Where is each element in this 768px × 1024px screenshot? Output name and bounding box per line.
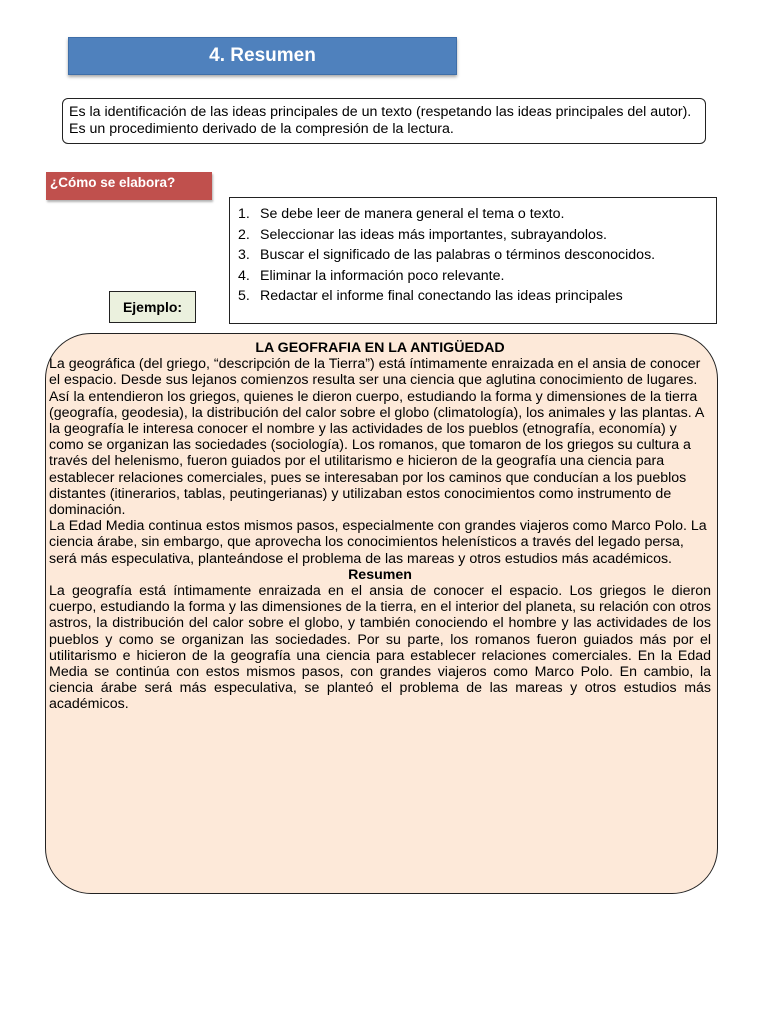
example-text-box	[45, 333, 718, 894]
example-heading: LA GEOFRAFIA EN LA ANTIGÜEDAD	[255, 340, 505, 356]
steps-box	[229, 197, 717, 324]
step-item: 3. Buscar el significado de las palabras o términos desconocidos.	[238, 247, 656, 263]
step-item: 5. Redactar el informe final conectando las ideas principales	[238, 288, 623, 304]
steps-list	[238, 204, 710, 307]
example-paragraph: La geográfica (del griego, “descripción de la Tierra”) está íntimamente enraizada en el ansia de conocer el espacio. Desde sus lejanos comienzos resulta ser una ciencia que aglutina conocimiento de lugares.	[49, 356, 701, 389]
summary-paragraph: La geografía está íntimamente enraizada en el ansia de conocer el espacio. Los griegos le dieron cuerpo, estudiando la forma y las dimensiones de la tierra, en el interior del planeta, su relación con otros astros, la distribución del calor sobre el globo, y también conociendo el hombre y las actividades de los pueblos y como se organizan las sociedades. Por su parte, los romanos fueron guiados más por el utilitarismo e hicieron de la geografía una ciencia para establecer relaciones comerciales. En la Edad Media se continúa con estos mismos pasos, con grandes viajeros como Marco Polo. En cambio, la ciencia árabe será más especulativa, se planteó el problema de las mareas y otros estudios más académicos.	[49, 583, 711, 713]
example-label: Ejemplo:	[109, 291, 196, 323]
step-item: 4. Eliminar la información poco relevante.	[238, 267, 505, 284]
how-label: ¿Cómo se elabora?	[46, 172, 212, 200]
definition-box: Es la identificación de las ideas principales de un texto (respetando las ideas principales del autor). Es un procedimiento derivado de la compresión de la lectura.	[62, 98, 706, 144]
example-paragraph: La Edad Media continua estos mismos pasos, especialmente con grandes viajeros como Marco Polo. La ciencia árabe, sin embargo, que aprovecha los conocimientos helenísticos a través del legado persa, será más especulativa, planteándose el problema de las mareas y otros estudios más académicos.	[49, 518, 707, 567]
summary-heading: Resumen	[348, 566, 412, 583]
step-item: 2. Seleccionar las ideas más importantes, subrayandolos.	[238, 226, 607, 243]
example-paragraph: Así la entendieron los griegos, quienes le dieron cuerpo, estudiando la forma y dimensiones de la tierra (geografía, geodesia), la distribución del calor sobre el globo (climatología), los animales y las plantas. A la geografía le interesa conocer el nombre y las actividades de los pueblos (etnografía, economía) y como se organizan las sociedades (sociología). Los romanos, que tomaron de los griegos su cultura a través del helenismo, fueron guiados por el utilitarismo e hicieron de la geografía una ciencia para establecer relaciones comerciales, pues se interesaban por los caminos que conducían a los pueblos distantes (itinerarios, tablas, peutingerianas) y utilizaban estos conocimientos como instrumento de dominación.	[49, 388, 704, 519]
page-title: 4. Resumen	[68, 37, 457, 75]
step-item: 1. Se debe leer de manera general el tema o texto.	[238, 206, 565, 222]
